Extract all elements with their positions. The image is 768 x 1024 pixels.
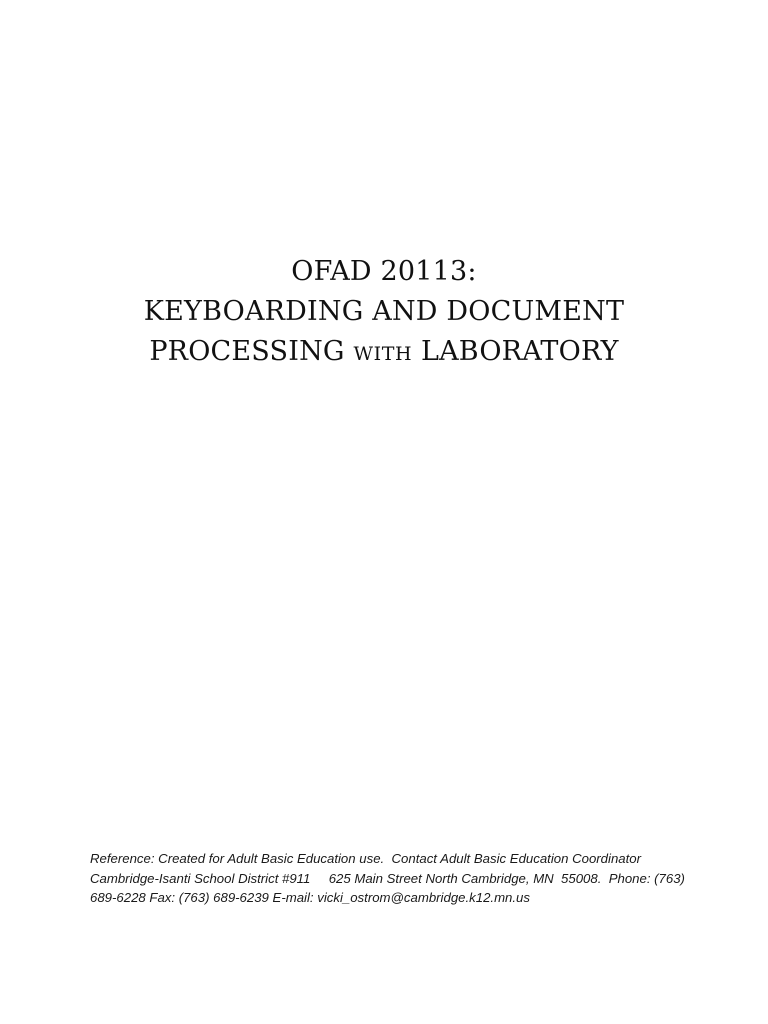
title-line-keyboarding: KEYBOARDING AND DOCUMENT — [143, 296, 625, 327]
reference-line-2: Cambridge-Isanti School District #911 625 Main Street North Cambridge, MN 55008. Phone: (763) — [90, 870, 685, 886]
document-title — [0, 252, 768, 374]
title-laboratory-word: LABORATORY — [412, 336, 619, 367]
reference-line-1: Reference: Created for Adult Basic Education use. Contact Adult Basic Education Coordinator — [90, 851, 642, 866]
title-processing-word: PROCESSING — [149, 336, 354, 367]
title-line-processing — [0, 332, 768, 374]
title-with-word: WITH — [353, 343, 413, 365]
title-course-code: OFAD 20113: — [291, 256, 477, 287]
reference-line-3: 689-6228 Fax: (763) 689-6239 E-mail: vicki_ostrom@cambridge.k12.mn.us — [90, 890, 530, 905]
reference-note — [90, 849, 690, 908]
